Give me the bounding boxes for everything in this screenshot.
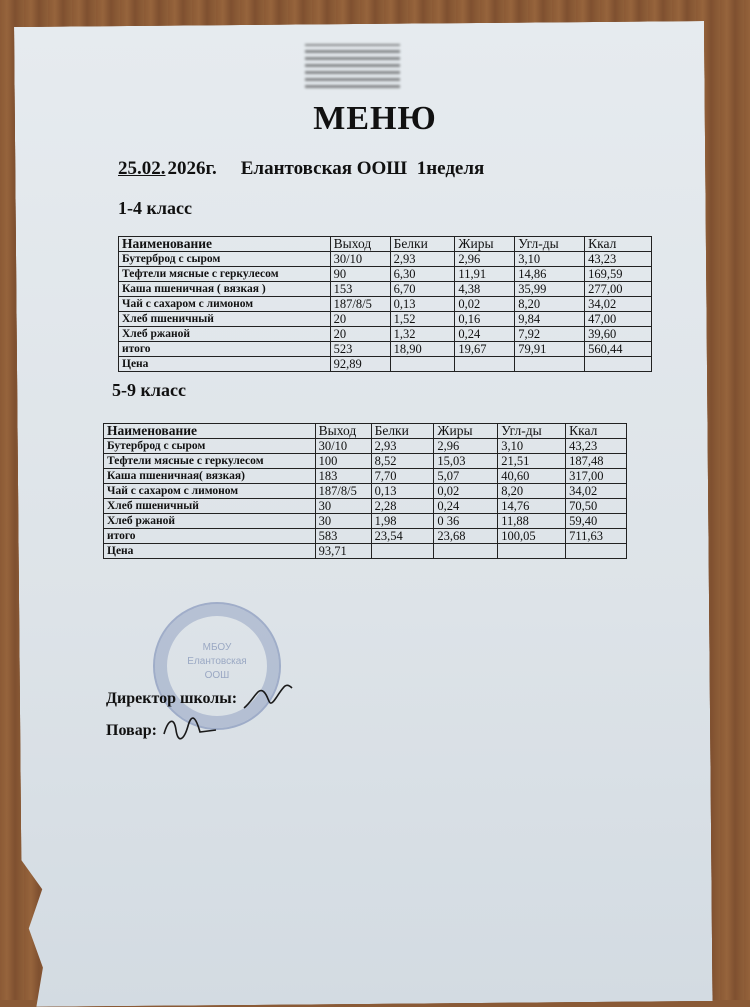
value-cell: 583 <box>315 529 371 544</box>
page-title: МЕНЮ <box>313 100 437 137</box>
value-cell: 7,92 <box>515 327 585 342</box>
table-row <box>119 252 652 267</box>
week-label: 1неделя <box>416 158 485 179</box>
value-cell: 711,63 <box>566 529 627 544</box>
table-row <box>119 342 652 357</box>
value-cell: 90 <box>330 267 390 282</box>
value-cell: 2,28 <box>371 499 434 514</box>
value-cell: 8,20 <box>515 297 585 312</box>
header-line <box>118 158 484 180</box>
table-row <box>119 327 652 342</box>
value-cell: 0,24 <box>455 327 515 342</box>
value-cell: 100 <box>315 454 371 469</box>
stamp-line: Елантовская <box>187 656 247 667</box>
grade-heading-1-4: 1-4 класс <box>118 198 192 218</box>
value-cell: 183 <box>315 469 371 484</box>
value-cell: 169,59 <box>585 267 652 282</box>
col-header: Выход <box>330 237 390 252</box>
menu-year: 2026г. <box>167 158 217 179</box>
value-cell: 35,99 <box>515 282 585 297</box>
value-cell: 2,96 <box>455 252 515 267</box>
table-row <box>104 544 627 559</box>
value-cell: 14,86 <box>515 267 585 282</box>
value-cell: 92,89 <box>330 357 390 372</box>
value-cell: 0,02 <box>434 484 498 499</box>
value-cell: 21,51 <box>498 454 566 469</box>
row-name-cell: Каша пшеничная( вязкая) <box>104 469 316 484</box>
value-cell <box>371 544 434 559</box>
table-row <box>104 439 627 454</box>
row-name-cell: Хлеб ржаной <box>119 327 331 342</box>
col-header: Угл-ды <box>498 424 566 439</box>
value-cell: 1,32 <box>390 327 455 342</box>
row-name-cell: итого <box>104 529 316 544</box>
value-cell: 23,68 <box>434 529 498 544</box>
col-header: Жиры <box>434 424 498 439</box>
value-cell: 187/8/5 <box>315 484 371 499</box>
value-cell: 187,48 <box>566 454 627 469</box>
value-cell: 523 <box>330 342 390 357</box>
table-row <box>119 282 652 297</box>
col-header: Жиры <box>455 237 515 252</box>
value-cell: 317,00 <box>566 469 627 484</box>
value-cell: 93,71 <box>315 544 371 559</box>
menu-table-1-4 <box>118 236 652 372</box>
col-header: Белки <box>390 237 455 252</box>
row-name-cell: Чай с сахаром с лимоном <box>119 297 331 312</box>
value-cell: 560,44 <box>585 342 652 357</box>
value-cell: 5,07 <box>434 469 498 484</box>
row-name-cell: итого <box>119 342 331 357</box>
stamp-line: МБОУ <box>202 642 232 653</box>
value-cell: 3,10 <box>515 252 585 267</box>
value-cell: 100,05 <box>498 529 566 544</box>
table-body <box>104 439 627 559</box>
cook-label: Повар: <box>106 722 157 739</box>
table-row <box>104 529 627 544</box>
value-cell: 2,93 <box>371 439 434 454</box>
value-cell: 30 <box>315 499 371 514</box>
table-row <box>104 454 627 469</box>
value-cell: 30/10 <box>315 439 371 454</box>
table-body <box>119 252 652 372</box>
table-row <box>104 499 627 514</box>
value-cell: 30 <box>315 514 371 529</box>
ink-smudge <box>305 44 400 88</box>
cook-signature <box>160 710 220 750</box>
value-cell: 47,00 <box>585 312 652 327</box>
value-cell: 8,20 <box>498 484 566 499</box>
row-name-cell: Чай с сахаром с лимоном <box>104 484 316 499</box>
value-cell <box>585 357 652 372</box>
value-cell: 1,52 <box>390 312 455 327</box>
value-cell: 14,76 <box>498 499 566 514</box>
value-cell: 6,70 <box>390 282 455 297</box>
value-cell: 18,90 <box>390 342 455 357</box>
col-header: Ккал <box>585 237 652 252</box>
value-cell: 43,23 <box>585 252 652 267</box>
director-label: Директор школы: <box>106 690 238 707</box>
value-cell: 39,60 <box>585 327 652 342</box>
value-cell: 0 36 <box>434 514 498 529</box>
value-cell <box>390 357 455 372</box>
table-row <box>119 357 652 372</box>
value-cell: 40,60 <box>498 469 566 484</box>
table-row <box>119 312 652 327</box>
value-cell: 2,93 <box>390 252 455 267</box>
table-row <box>104 469 627 484</box>
value-cell: 23,54 <box>371 529 434 544</box>
value-cell: 0,16 <box>455 312 515 327</box>
value-cell: 0,24 <box>434 499 498 514</box>
value-cell: 70,50 <box>566 499 627 514</box>
value-cell: 11,88 <box>498 514 566 529</box>
value-cell: 20 <box>330 312 390 327</box>
value-cell: 20 <box>330 327 390 342</box>
col-header: Наименование <box>104 424 316 439</box>
table-row <box>104 484 627 499</box>
table-header-row <box>104 424 627 439</box>
row-name-cell: Хлеб пшеничный <box>119 312 331 327</box>
grade-heading-5-9: 5-9 класс <box>112 380 186 400</box>
col-header: Выход <box>315 424 371 439</box>
table-row <box>104 514 627 529</box>
row-name-cell: Тефтели мясные с геркулесом <box>119 267 331 282</box>
value-cell <box>434 544 498 559</box>
value-cell: 7,70 <box>371 469 434 484</box>
value-cell: 277,00 <box>585 282 652 297</box>
row-name-cell: Цена <box>119 357 331 372</box>
value-cell <box>498 544 566 559</box>
value-cell: 4,38 <box>455 282 515 297</box>
value-cell: 43,23 <box>566 439 627 454</box>
value-cell: 79,91 <box>515 342 585 357</box>
value-cell <box>455 357 515 372</box>
value-cell: 11,91 <box>455 267 515 282</box>
value-cell: 6,30 <box>390 267 455 282</box>
value-cell: 153 <box>330 282 390 297</box>
value-cell: 34,02 <box>585 297 652 312</box>
menu-table-5-9 <box>103 423 627 559</box>
value-cell: 8,52 <box>371 454 434 469</box>
value-cell <box>515 357 585 372</box>
value-cell: 15,03 <box>434 454 498 469</box>
value-cell <box>566 544 627 559</box>
value-cell: 3,10 <box>498 439 566 454</box>
value-cell: 59,40 <box>566 514 627 529</box>
director-signature <box>240 678 300 718</box>
stamp-line: ООШ <box>204 670 230 681</box>
col-header: Белки <box>371 424 434 439</box>
row-name-cell: Цена <box>104 544 316 559</box>
row-name-cell: Хлеб ржаной <box>104 514 316 529</box>
value-cell: 0,13 <box>390 297 455 312</box>
row-name-cell: Бутерброд с сыром <box>104 439 316 454</box>
value-cell: 34,02 <box>566 484 627 499</box>
value-cell: 19,67 <box>455 342 515 357</box>
value-cell: 0,02 <box>455 297 515 312</box>
value-cell: 30/10 <box>330 252 390 267</box>
row-name-cell: Тефтели мясные с геркулесом <box>104 454 316 469</box>
col-header: Наименование <box>119 237 331 252</box>
value-cell: 2,96 <box>434 439 498 454</box>
col-header: Ккал <box>566 424 627 439</box>
table-header-row <box>119 237 652 252</box>
row-name-cell: Бутерброд с сыром <box>119 252 331 267</box>
value-cell: 187/8/5 <box>330 297 390 312</box>
table-row <box>119 267 652 282</box>
school-name: Елантовская ООШ <box>240 158 408 179</box>
col-header: Угл-ды <box>515 237 585 252</box>
menu-date: 25.02. <box>118 158 166 179</box>
row-name-cell: Каша пшеничная ( вязкая ) <box>119 282 331 297</box>
row-name-cell: Хлеб пшеничный <box>104 499 316 514</box>
value-cell: 1,98 <box>371 514 434 529</box>
table-row <box>119 297 652 312</box>
value-cell: 0,13 <box>371 484 434 499</box>
value-cell: 9,84 <box>515 312 585 327</box>
